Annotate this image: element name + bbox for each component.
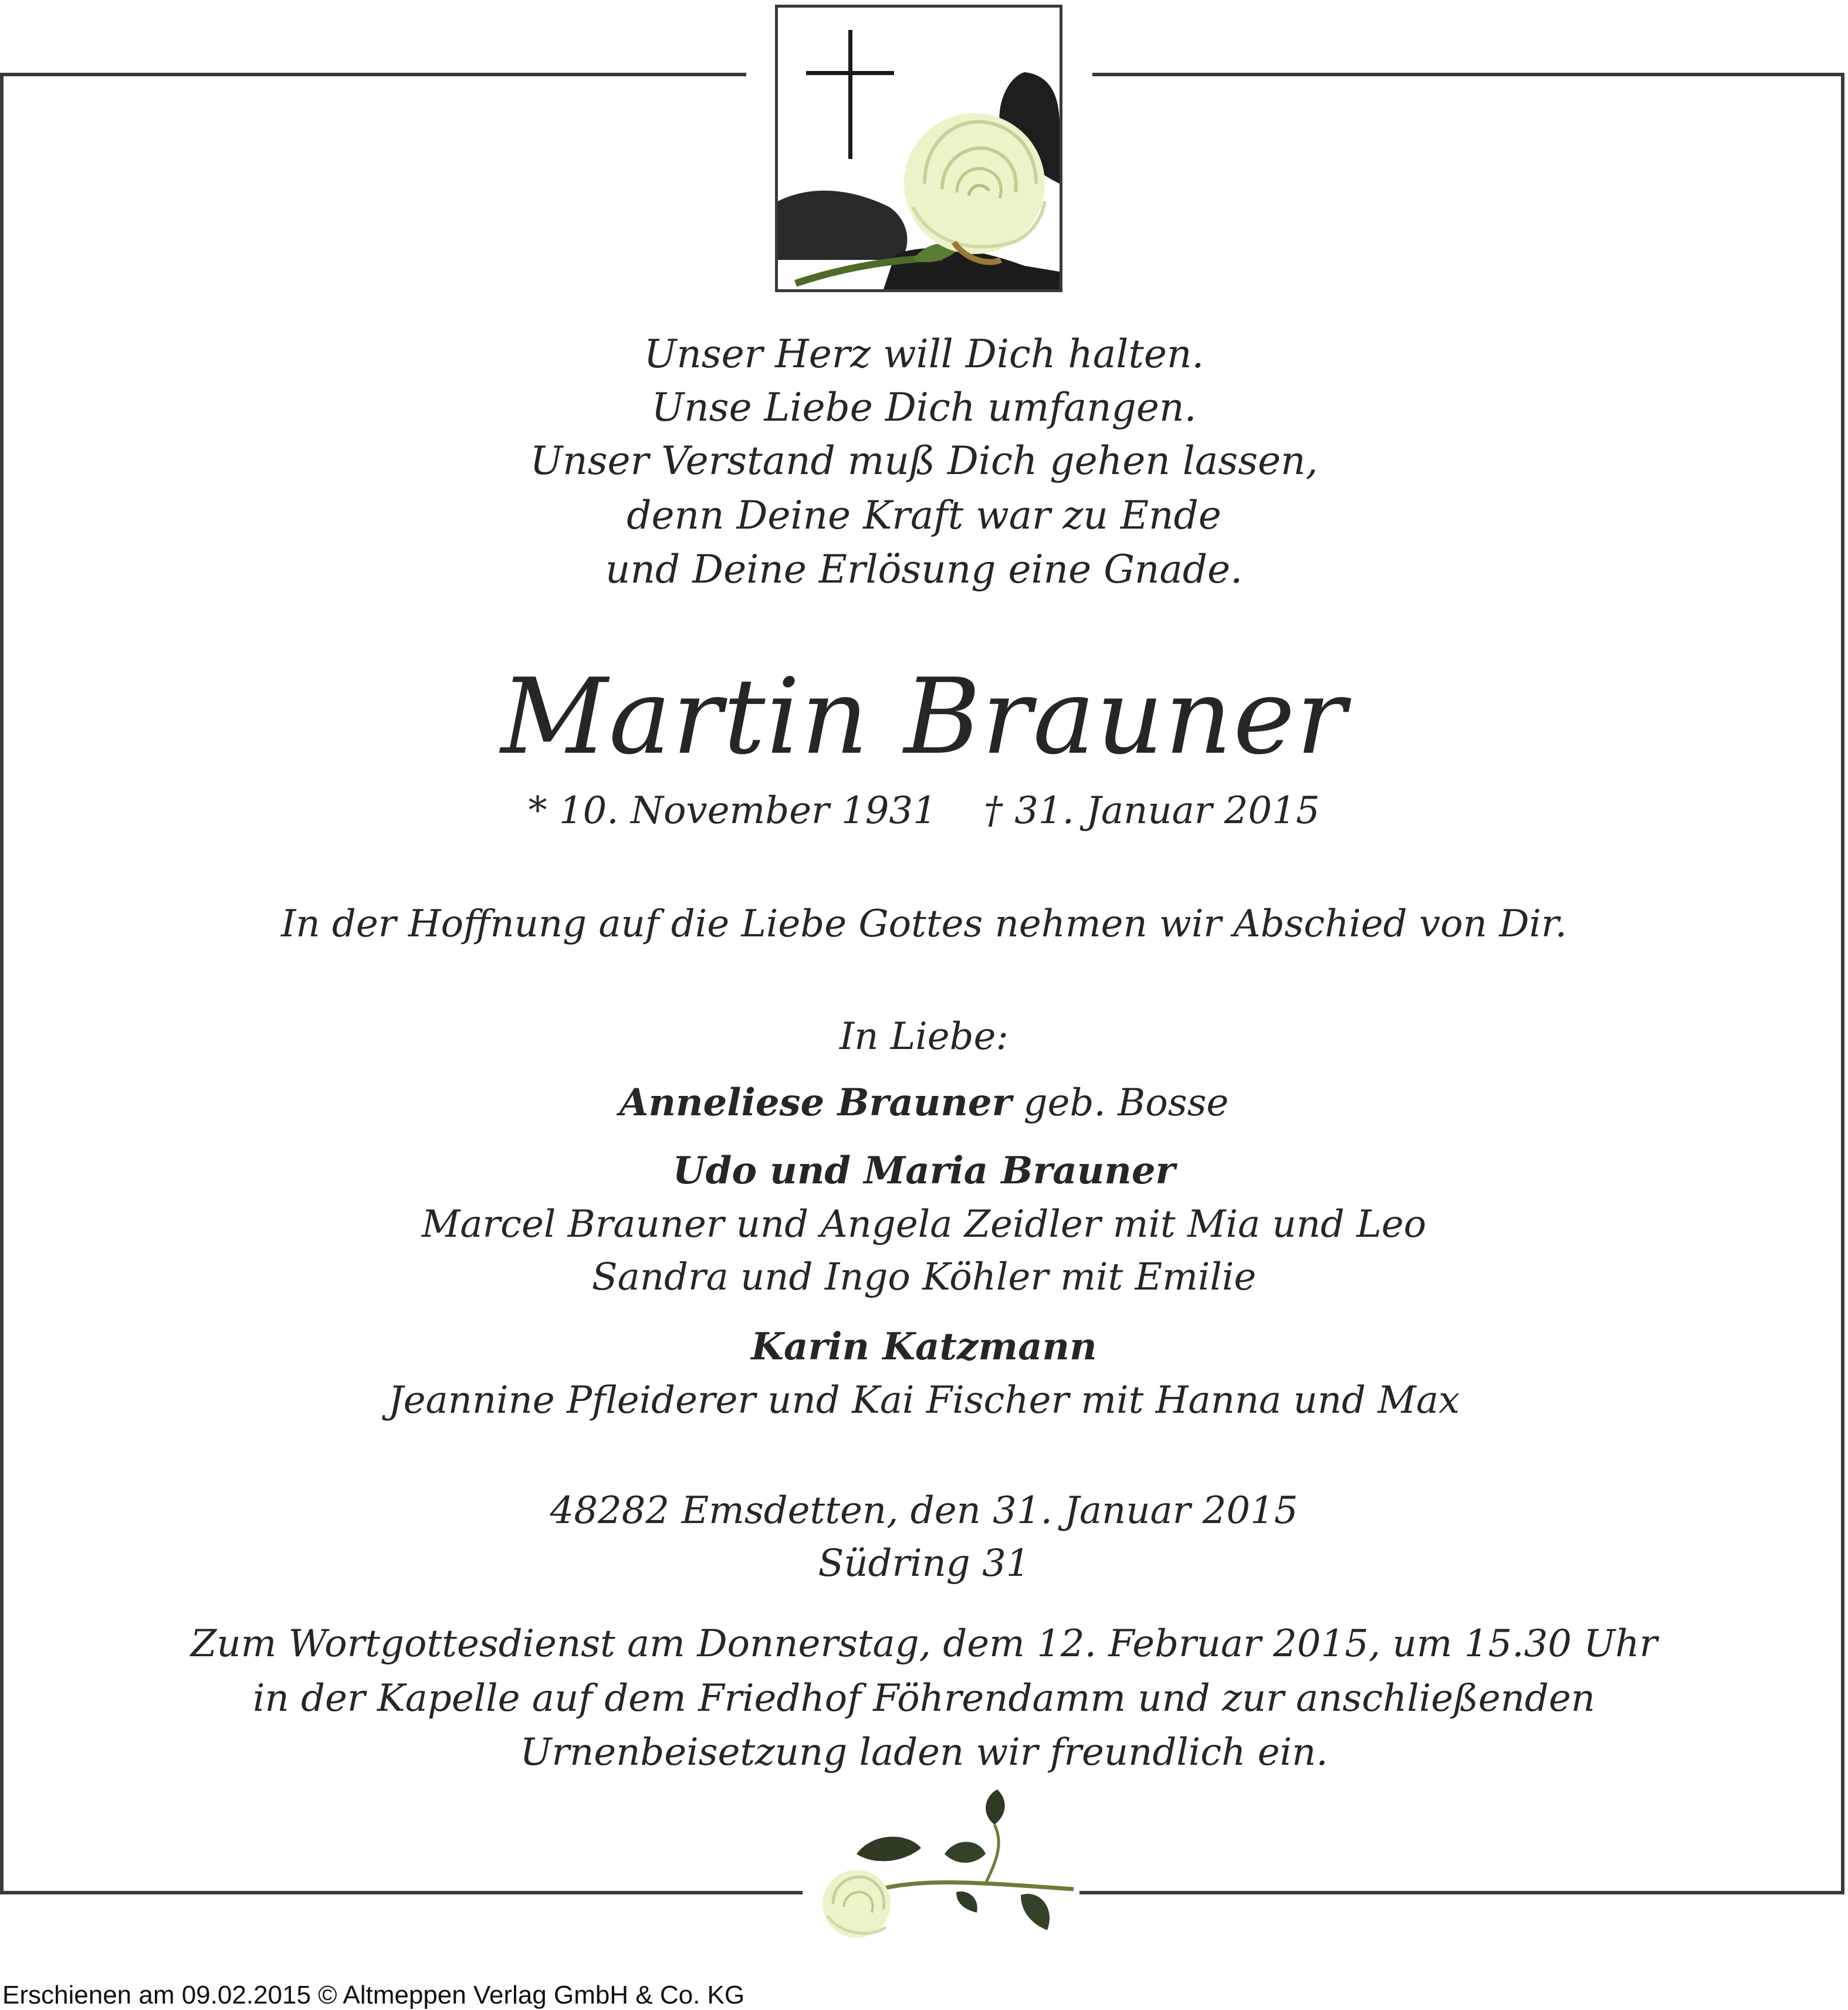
death-date: † 31. Januar 2015 <box>983 789 1320 833</box>
farewell-text: In der Hoffnung auf die Liebe Gottes nehmen wir Abschied von Dir. <box>281 902 1567 946</box>
verse-line-2: Unse Liebe Dich umfangen. <box>651 385 1197 430</box>
spouse-name: Anneliese Brauner <box>619 1081 1012 1125</box>
footer-publication-note: Erschienen am 09.02.2015 © Altmeppen Verlag GmbH & Co. KG <box>2 1981 745 2009</box>
life-dates <box>0 789 1848 833</box>
frame-top-right <box>1092 73 1844 76</box>
verse-line-1: Unser Herz will Dich halten. <box>644 331 1204 377</box>
service-line-1: Zum Wortgottesdienst am Donnerstag, dem 12. Februar 2015, um 15.30 Uhr <box>190 1622 1658 1666</box>
verse-line-4: denn Deine Kraft war zu Ende <box>627 493 1221 538</box>
address: Südring 31 <box>818 1542 1030 1585</box>
cross-and-rose-icon <box>775 5 1062 292</box>
family2-head: Karin Katzmann <box>751 1325 1097 1369</box>
spouse-maiden-name: geb. Bosse <box>1023 1081 1229 1125</box>
family1-line-1: Marcel Brauner und Angela Zeidler mit Mia und Leo <box>421 1203 1427 1246</box>
service-line-2: in der Kapelle auf dem Friedhof Föhrendamm und zur anschließenden <box>253 1677 1595 1720</box>
family1-line-2: Sandra und Ingo Köhler mit Emilie <box>591 1256 1257 1299</box>
place-date: 48282 Emsdetten, den 31. Januar 2015 <box>550 1489 1298 1532</box>
frame-bottom-left <box>0 1891 803 1894</box>
service-line-3: Urnenbeisetzung laden wir freundlich ein. <box>520 1731 1328 1774</box>
verse-line-5: und Deine Erlösung eine Gnade. <box>605 547 1243 592</box>
spouse-line <box>0 1081 1848 1125</box>
frame-bottom-right <box>1079 1891 1844 1894</box>
in-love-label: In Liebe: <box>839 1015 1009 1058</box>
family2-line-1: Jeannine Pfleiderer und Kai Fischer mit Hanna und Max <box>388 1379 1460 1422</box>
frame-top-left <box>0 73 746 76</box>
rose-icon <box>810 1789 1079 1942</box>
verse-line-3: Unser Verstand muß Dich gehen lassen, <box>530 438 1318 483</box>
birth-date: * 10. November 1931 <box>528 789 937 833</box>
family1-head: Udo und Maria Brauner <box>672 1149 1176 1193</box>
deceased-name: Martin Brauner <box>500 656 1348 777</box>
